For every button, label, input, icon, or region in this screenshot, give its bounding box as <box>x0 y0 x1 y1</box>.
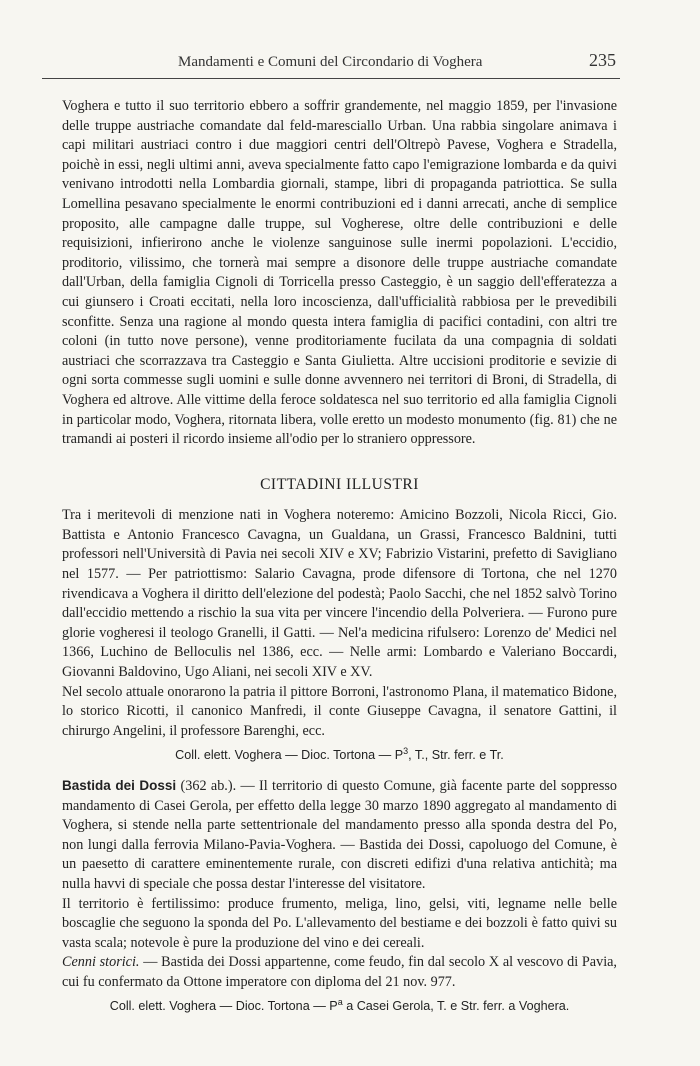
cenni-text: — Bastida dei Dossi appartenne, come feudo, fin dal secolo X al vescovo di Pavia, cui fu confermato da Ottone imperatore con diploma del 21 nov. 977. <box>62 954 617 990</box>
electoral-college-voghera <box>62 746 617 766</box>
entry-title-bastida: Bastida dei Dossi <box>62 778 177 793</box>
paragraph-history <box>62 953 617 992</box>
paragraph-invasion: Voghera e tutto il suo territorio ebbero a soffrir grandemente, nel maggio 1859, per l'invasione delle truppe austriache comandate dal feld-maresciallo Urban. Una rabbia singolare animava i capi militari austriaci contro i due maggiori centri dell'Oltrepò Pavese, Voghera e Stradella, poichè in essi, negli ultimi anni, aveva specialmente fatto capo l'emigrazione lombarda e da quivi venivano introdotti nella Lombardia giornali, stampe, libri di propaganda patriottica. Se sulla Lomellina pesavano specialmente le enormi contribuzioni ed i danni arrecati, anche di semplice proposito, alle campagne dalle truppe, sul Vogherese, oltre delle contribuzioni e delle requisizioni, infierirono anche le violenze sanguinose sulle inermi popolazioni. L'eccidio, proditorio, vilissimo, che tornerà mai sempre a disonore delle truppe austriache comandate dall'Urban, della famiglia Cignoli di Torricella presso Casteggio, è un saggio dell'efferatezza a cui giunsero i Croati eccitati, nella loro incoscienza, dall'ufficialità rabbiosa per le prevedibili sconfitte. Senza una ragione al mondo questa intera famiglia di pacifici contadini, con altri tre coloni (in tutto nove persone), venne proditoriamente fucilata da una compagnia di soldati austriaci che scorrazzava tra Casteggio e Santa Giulietta. Altre uccisioni proditorie e sevizie di ogni sorta commesse sugli uomini e sulle donne avvennero nei territori di Broni, di Stradella, di Voghera ed altrove. Alle vittime della feroce soldatesca nel suo territorio ed alla famiglia Cignoli in particolar modo, Voghera, ritornata libera, volle eretto un modesto monumento (fig. 81) che ne tramandi ai posteri il ricordo insieme all'odio per lo straniero oppressore. <box>62 98 617 448</box>
coll-text-b: , T., Str. ferr. e Tr. <box>408 748 504 763</box>
cenni-label: Cenni storici. <box>62 954 140 971</box>
paragraph-modern-citizens: Nel secolo attuale onorarono la patria il pittore Borroni, l'astronomo Plana, il matematico Bidone, lo storico Ricotti, il canonico Manfredi, il conte Giuseppe Cavagna, il senatore Gattini, il chirurgo Angelini, il professore Barenghi, ecc. <box>62 683 617 739</box>
coll-sup: 3 <box>403 746 409 757</box>
paragraph-citizens: Tra i meritevoli di menzione nati in Voghera noteremo: Amicino Bozzoli, Nicola Ricci, Gio. Battista e Antonio Francesco Cavagna, un Gualdana, un Grassi, Francesco Baldnini, tutti professori nell'Università di Pavia nei secoli XIV e XV; Fabrizio Vistarini, prefetto di Savigliano nel 1577. — Per patriottismo: Salario Cavagna, prode difensore di Tortona, che nel 1270 rivendicava a Voghera il diritto dell'elezione del podestà; Paolo Sacchi, che nel 1852 salvò Torino dall'eccidio mettendo a rischio la sua vita per vincere l'incendio della Polveriera. — Furono pure glorie vogheresi il teologo Granelli, il Gatti. — Nel'a medicina rifulsero: Lorenzo de' Medici nel 1366, Luchino de Belloculis nel 1386, ecc. — Nelle armi: Lombardo e Valeriano Boccardi, Giovanni Baldovino, Ugo Aliani, nei secoli XIV e XV. <box>62 507 617 681</box>
header-rule <box>42 78 620 79</box>
coll2-sup: a <box>337 996 343 1007</box>
page-number: 235 <box>589 50 616 70</box>
body-text <box>62 97 617 1026</box>
page-header <box>40 50 620 74</box>
electoral-college-bastida <box>62 997 617 1017</box>
coll-text-a: Coll. elett. Voghera — Dioc. Tortona — P <box>175 748 404 763</box>
entry-text-bastida: (362 ab.). — Il territorio di questo Comune, già facente parte del soppresso mandamento di Casei Gerola, per effetto della legge 30 marzo 1890 aggregato al mandamento di Voghera, si stende nella parte settentrionale del mandamento presso alla sponda destra del Po, non lungi dalla ferrovia Milano-Pavia-Voghera. — Bastida dei Dossi, capoluogo del Comune, è un paesetto di carattere eminentemente rurale, con discreti edifizi d'una relativa antichità; ma nulla havvi di speciale che possa destar l'interesse del visitatore. <box>62 778 617 892</box>
coll2-text-b: a Casei Gerola, T. e Str. ferr. a Voghera. <box>342 998 570 1013</box>
section-title: CITTADINI ILLUSTRI <box>260 475 419 493</box>
paragraph-bastida <box>62 776 617 895</box>
coll2-text-a: Coll. elett. Voghera — Dioc. Tortona — P <box>109 998 338 1013</box>
running-title: Mandamenti e Comuni del Circondario di Voghera <box>178 54 483 70</box>
paragraph-territory: Il territorio è fertilissimo: produce frumento, meliga, lino, gelsi, viti, legname nelle belle boscaglie che seguono la sponda del Po. L'allevamento del bestiame e dei bozzoli è fatto quivi su vasta scala; notevole è pure la produzione del vino e dei cereali. <box>62 895 617 951</box>
